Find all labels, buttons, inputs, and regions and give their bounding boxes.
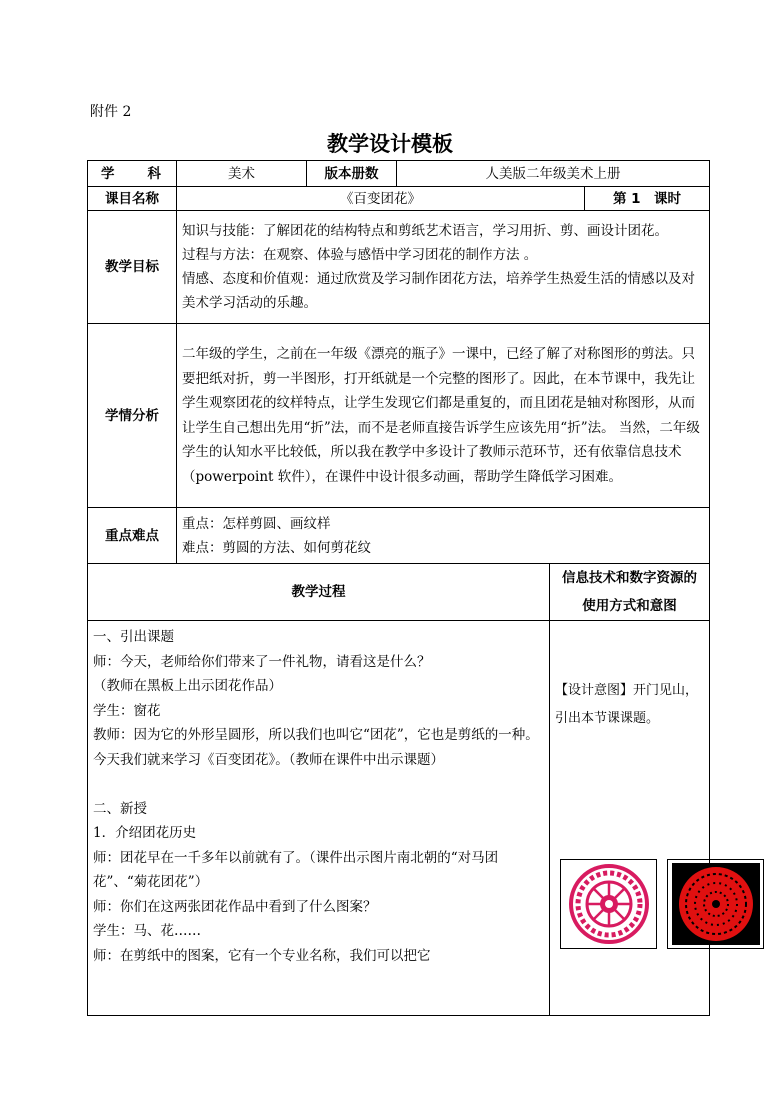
pink-rosette-icon [568,863,650,945]
it-header-line1: 信息技术和数字资源的 [562,570,697,586]
process-line: 1．介绍团花历史 [93,825,197,841]
process-line: 师：在剪纸中的图案，它有一个专业名称，我们可以把它 [93,947,431,964]
lesson-plan-table [87,160,710,1016]
process-line: 一、引出课题 [93,629,174,645]
objective-knowledge: 知识与技能：了解团花的结构特点和剪纸艺术语言，学习用折、剪、画设计团花。 [182,223,668,239]
process-header: 教学过程 [88,564,550,621]
attachment-label: 附件 2 [90,104,132,120]
subject-value: 美术 [177,161,307,187]
it-header-line2: 使用方式和意图 [582,598,677,614]
lesson-value: 《百变团花》 [177,187,585,211]
version-value: 人美版二年级美术上册 [397,161,710,187]
red-rosette-icon [672,863,760,945]
it-header [550,564,710,621]
chrysanthemum-paper-cut-image [667,859,764,949]
process-line: 二、新授 [93,800,147,817]
lesson-label: 课目名称 [88,187,177,211]
process-line: （教师在黑板上出示团花作品） [93,678,282,694]
subject-label: 学 科 [88,161,177,187]
objective-values: 情感、态度和价值观：通过欣赏及学习制作团花方法，培养学生热爱生活的情感以及对美术学习活动的乐趣。 [182,271,695,311]
process-line: 师：团花早在一千多年以前就有了。（课件出示图片南北朝的“对马团花”、“菊花团花”） [93,849,499,890]
process-line: 师：你们在这两张团花作品中看到了什么图案？ [93,898,377,915]
key-points: 重点：怎样剪圆、画纹样 [182,515,331,532]
analysis-text: 二年级的学生，之前在一年级《漂亮的瓶子》一课中，已经了解了对称图形的剪法。只要把纸对折，剪一半图形，打开纸就是一个完整的图形了。因此，在本节课中，我先让学生观察团花的纹样特点，让学生发现它们都是重复的，而且团花是轴对称图形，从而让学生自己想出先用“折”法，而不是老师直接告诉学生应该先用“折”法。 当然，二年级学生的认知水平比较低，所以我在教学中多设计了教师示范环节，还有依靠信息技术（powerpoint 软件），在课件中设计很多动画，帮助学生降低学习困难。 [182,346,700,485]
objective-process: 过程与方法：在观察、体验与感悟中学习团花的制作方法 。 [182,247,538,263]
version-label: 版本册数 [307,161,397,187]
objectives-content [177,211,710,324]
hard-points: 难点：剪圆的方法、如何剪花纹 [182,539,371,556]
paper-cut-images [560,859,764,949]
process-spacer [93,772,544,797]
difficulty-label: 重点难点 [88,508,177,564]
horse-paper-cut-image [560,859,657,949]
analysis-content [177,324,710,508]
page-title: 教学设计模板 [327,132,453,156]
process-line: 学生：马、花…… [93,923,201,939]
process-content [88,621,550,1016]
objectives-label: 教学目标 [88,211,177,324]
it-content [550,621,710,1016]
difficulty-content [177,508,710,564]
process-line: 教师：因为它的外形呈圆形，所以我们也叫它“团花”，它也是剪纸的一种。今天我们就来学习《百变团花》。（教师在课件中出示课题） [93,727,539,768]
process-line: 师：今天，老师给你们带来了一件礼物，请看这是什么？ [93,653,431,670]
design-intent: 【设计意图】开门见山，引出本节课课题。 [555,683,699,726]
process-line: 学生：窗花 [93,702,161,719]
period-value: 第 1 课时 [585,187,710,211]
analysis-label: 学情分析 [88,324,177,508]
